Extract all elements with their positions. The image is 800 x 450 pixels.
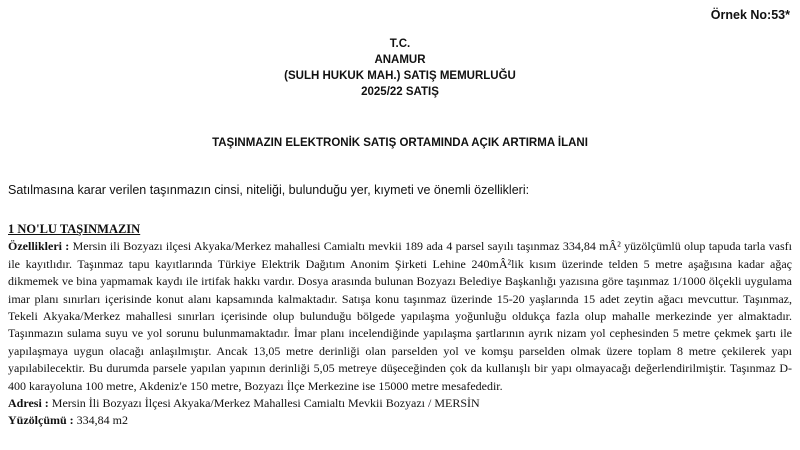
example-number: Örnek No:53* — [710, 8, 790, 22]
area-line — [8, 412, 792, 429]
features-label: Özellikleri : — [8, 239, 70, 254]
intro-text: Satılmasına karar verilen taşınmazın cinsi, niteliği, bulunduğu yer, kıymeti ve önemli özellikleri: — [8, 183, 530, 197]
area-label: Yüzölçümü : — [8, 413, 74, 428]
section-title: 1 NO'LU TAŞINMAZIN — [8, 222, 141, 236]
features-text: Mersin ili Bozyazı ilçesi Akyaka/Merkez mahallesi Camialtı mevkii 189 ada 4 parsel sayılı taşınmaz 334,84 mÂ² yüzölçümlü olup tapuda tarla vasfı ile kayıtlıdır. Taşınmaz tapu kayıtlarında Türkiye Elektrik Dağıtım Anonim Şirketi Lehine 240mÂ²lik kısım üzerinde telden 5 metre aşağısına kadar ağaç dikmemek ve bina yapmamak kaydı ile irtifak hakkı vardır. Dosya arasında bulunan Bozyazı Belediye Başkanlığı yazısına göre taşınmaz 1/1000 ölçekli uygulama imar planı sınırları içerisinde konut alanı kapsamında kalmaktadır. Satışa konu taşınmaz üzerinde 15-20 yaşlarında 15 adet zeytin ağacı mevcuttur. Taşınmaz, Tekeli Akyaka/Merkez mahallesi sınırları içerisinde olup bulunduğu bölgede yapılaşma yoğunluğu oldukça fazla olup mahalle merkezinde yer almaktadır. Taşınmazın sulama suyu ve yol sorunu bulunmamaktadır. İmar planı incelendiğinde yapılaşma şartlarının ayrık nizam yol cephesinden 5 metre çekmek şartı ile yapılaşmaya uygun olacağı anlaşılmıştır. Ancak 13,05 metre derinliği olan parselden yol ve komşu parselden olmak üzere toplam 8 metre çekilerek yapı yapılabilecektir. Bu durumda parsele yapılan yapının derinliği 5,05 metreye düşeceğinden çok da kullanışlı bir yapı olmayacağı değerlendirilmiştir. Taşınmaz D-400 karayoluna 100 metre, Akdeniz'e 150 metre, Bozyazı İlçe Merkezine ise 15000 metre mesafededir. — [8, 239, 792, 393]
area-text: 334,84 m2 — [73, 413, 129, 428]
features-paragraph — [8, 238, 792, 395]
document-title: TAŞINMAZIN ELEKTRONİK SATIŞ ORTAMINDA AÇIK ARTIRMA İLANI — [212, 137, 588, 149]
document-header — [0, 36, 800, 100]
property-section — [8, 221, 792, 430]
header-country: T.C. — [389, 38, 411, 50]
address-text: Mersin İli Bozyazı İlçesi Akyaka/Merkez Mahallesi Camialtı Mevkii Bozyazı / MERSİN — [48, 396, 480, 411]
header-file-number: 2025/22 SATIŞ — [361, 86, 439, 98]
address-line — [8, 395, 792, 412]
header-office: (SULH HUKUK MAH.) SATIŞ MEMURLUĞU — [284, 70, 516, 82]
address-label: Adresi : — [8, 396, 49, 411]
header-district: ANAMUR — [374, 54, 426, 66]
